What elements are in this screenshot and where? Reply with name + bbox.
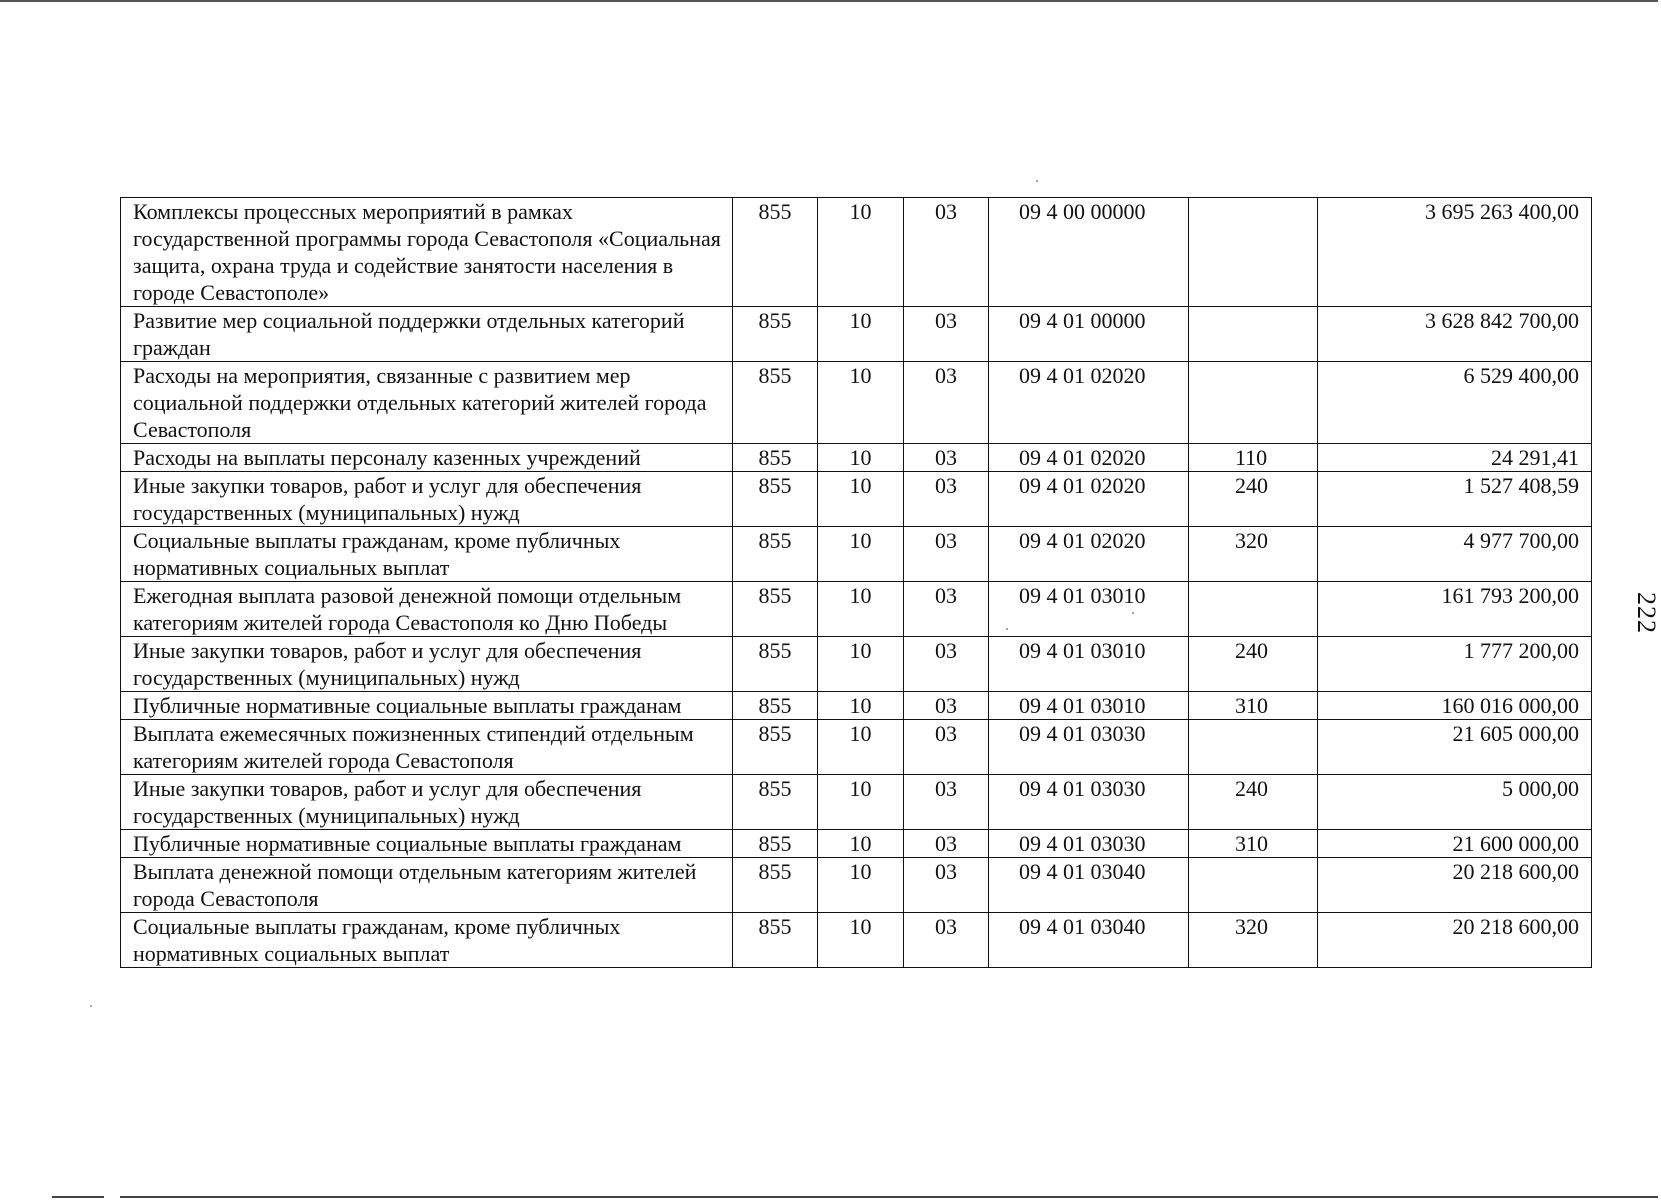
- cell-subsection: 03: [904, 637, 989, 692]
- table-row: [121, 913, 1592, 968]
- cell-section: 10: [818, 582, 904, 637]
- cell-target-article: 09 4 01 03040: [989, 913, 1189, 968]
- cell-section: 10: [818, 472, 904, 527]
- table-row: [121, 307, 1592, 362]
- cell-sum: 3 628 842 700,00: [1318, 307, 1592, 362]
- cell-ministry: 855: [733, 444, 818, 472]
- cell-subsection: 03: [904, 913, 989, 968]
- cell-target-article: 09 4 01 02020: [989, 362, 1189, 444]
- cell-expense-type: 310: [1189, 692, 1318, 720]
- cell-name: Комплексы процессных мероприятий в рамках государственной программы города Севастополя «Социальная защита, охрана труда и содействие занятости населения в городе Севастополе»: [121, 198, 733, 307]
- cell-expense-type: 240: [1189, 472, 1318, 527]
- cell-ministry: 855: [733, 858, 818, 913]
- cell-name: Выплата ежемесячных пожизненных стипендий отдельным категориям жителей города Севастополя: [121, 720, 733, 775]
- cell-expense-type: 320: [1189, 913, 1318, 968]
- cell-section: 10: [818, 775, 904, 830]
- cell-ministry: 855: [733, 637, 818, 692]
- table-row: [121, 775, 1592, 830]
- cell-section: 10: [818, 307, 904, 362]
- cell-ministry: 855: [733, 830, 818, 858]
- cell-target-article: 09 4 01 03030: [989, 830, 1189, 858]
- table-row: [121, 444, 1592, 472]
- cell-sum: 1 527 408,59: [1318, 472, 1592, 527]
- cell-section: 10: [818, 637, 904, 692]
- cell-ministry: 855: [733, 198, 818, 307]
- scan-edge-bottom: [120, 1196, 1658, 1198]
- cell-subsection: 03: [904, 858, 989, 913]
- cell-sum: 5 000,00: [1318, 775, 1592, 830]
- cell-expense-type: [1189, 582, 1318, 637]
- page-number: 222: [1632, 592, 1661, 634]
- cell-subsection: 03: [904, 527, 989, 582]
- cell-sum: 161 793 200,00: [1318, 582, 1592, 637]
- cell-ministry: 855: [733, 720, 818, 775]
- table-row: [121, 830, 1592, 858]
- cell-sum: 20 218 600,00: [1318, 913, 1592, 968]
- scan-edge-top: [0, 0, 1658, 2]
- cell-ministry: 855: [733, 472, 818, 527]
- cell-subsection: 03: [904, 582, 989, 637]
- scan-speck: [1036, 180, 1038, 182]
- cell-expense-type: 320: [1189, 527, 1318, 582]
- cell-ministry: 855: [733, 527, 818, 582]
- cell-expense-type: [1189, 198, 1318, 307]
- cell-sum: 24 291,41: [1318, 444, 1592, 472]
- table-row: [121, 472, 1592, 527]
- budget-table: [120, 197, 1592, 968]
- cell-target-article: 09 4 01 03040: [989, 858, 1189, 913]
- cell-subsection: 03: [904, 720, 989, 775]
- cell-name: Расходы на выплаты персоналу казенных учреждений: [121, 444, 733, 472]
- cell-ministry: 855: [733, 913, 818, 968]
- cell-ministry: 855: [733, 307, 818, 362]
- cell-name: Публичные нормативные социальные выплаты гражданам: [121, 692, 733, 720]
- cell-sum: 160 016 000,00: [1318, 692, 1592, 720]
- cell-sum: 3 695 263 400,00: [1318, 198, 1592, 307]
- cell-target-article: 09 4 01 03030: [989, 720, 1189, 775]
- table-row: [121, 858, 1592, 913]
- cell-ministry: 855: [733, 362, 818, 444]
- scan-speck: [90, 1005, 92, 1007]
- cell-name: Расходы на мероприятия, связанные с развитием мер социальной поддержки отдельных категорий жителей города Севастополя: [121, 362, 733, 444]
- table-row: [121, 720, 1592, 775]
- cell-ministry: 855: [733, 582, 818, 637]
- table-row: [121, 692, 1592, 720]
- cell-sum: 4 977 700,00: [1318, 527, 1592, 582]
- cell-name: Иные закупки товаров, работ и услуг для обеспечения государственных (муниципальных) нужд: [121, 637, 733, 692]
- cell-target-article: 09 4 00 00000: [989, 198, 1189, 307]
- cell-subsection: 03: [904, 830, 989, 858]
- cell-name: Ежегодная выплата разовой денежной помощи отдельным категориям жителей города Севастополя ко Дню Победы: [121, 582, 733, 637]
- cell-sum: 20 218 600,00: [1318, 858, 1592, 913]
- cell-subsection: 03: [904, 472, 989, 527]
- cell-name: Развитие мер социальной поддержки отдельных категорий граждан: [121, 307, 733, 362]
- table-row: [121, 362, 1592, 444]
- cell-section: 10: [818, 362, 904, 444]
- cell-target-article: 09 4 01 03010: [989, 582, 1189, 637]
- cell-section: 10: [818, 830, 904, 858]
- cell-target-article: 09 4 01 02020: [989, 472, 1189, 527]
- cell-subsection: 03: [904, 362, 989, 444]
- cell-sum: 6 529 400,00: [1318, 362, 1592, 444]
- cell-name: Выплата денежной помощи отдельным категориям жителей города Севастополя: [121, 858, 733, 913]
- cell-expense-type: [1189, 362, 1318, 444]
- cell-name: Публичные нормативные социальные выплаты гражданам: [121, 830, 733, 858]
- cell-sum: 21 600 000,00: [1318, 830, 1592, 858]
- table-row: [121, 527, 1592, 582]
- scan-edge-bottom-left: [52, 1196, 104, 1198]
- cell-section: 10: [818, 720, 904, 775]
- cell-section: 10: [818, 692, 904, 720]
- cell-subsection: 03: [904, 198, 989, 307]
- table-row: [121, 637, 1592, 692]
- cell-subsection: 03: [904, 775, 989, 830]
- table-body: [121, 198, 1592, 968]
- cell-section: 10: [818, 527, 904, 582]
- cell-name: Социальные выплаты гражданам, кроме публичных нормативных социальных выплат: [121, 527, 733, 582]
- cell-target-article: 09 4 01 03010: [989, 692, 1189, 720]
- cell-expense-type: [1189, 720, 1318, 775]
- cell-name: Социальные выплаты гражданам, кроме публичных нормативных социальных выплат: [121, 913, 733, 968]
- cell-expense-type: 240: [1189, 775, 1318, 830]
- cell-subsection: 03: [904, 307, 989, 362]
- cell-target-article: 09 4 01 02020: [989, 444, 1189, 472]
- cell-expense-type: [1189, 858, 1318, 913]
- cell-expense-type: [1189, 307, 1318, 362]
- cell-subsection: 03: [904, 444, 989, 472]
- table-row: [121, 198, 1592, 307]
- cell-ministry: 855: [733, 692, 818, 720]
- cell-expense-type: 110: [1189, 444, 1318, 472]
- cell-section: 10: [818, 444, 904, 472]
- cell-sum: 21 605 000,00: [1318, 720, 1592, 775]
- cell-name: Иные закупки товаров, работ и услуг для обеспечения государственных (муниципальных) нужд: [121, 775, 733, 830]
- cell-target-article: 09 4 01 03030: [989, 775, 1189, 830]
- cell-target-article: 09 4 01 02020: [989, 527, 1189, 582]
- cell-sum: 1 777 200,00: [1318, 637, 1592, 692]
- cell-expense-type: 240: [1189, 637, 1318, 692]
- cell-subsection: 03: [904, 692, 989, 720]
- cell-section: 10: [818, 198, 904, 307]
- cell-target-article: 09 4 01 00000: [989, 307, 1189, 362]
- cell-section: 10: [818, 913, 904, 968]
- cell-section: 10: [818, 858, 904, 913]
- cell-ministry: 855: [733, 775, 818, 830]
- table-row: [121, 582, 1592, 637]
- cell-expense-type: 310: [1189, 830, 1318, 858]
- cell-target-article: 09 4 01 03010: [989, 637, 1189, 692]
- cell-name: Иные закупки товаров, работ и услуг для обеспечения государственных (муниципальных) нужд: [121, 472, 733, 527]
